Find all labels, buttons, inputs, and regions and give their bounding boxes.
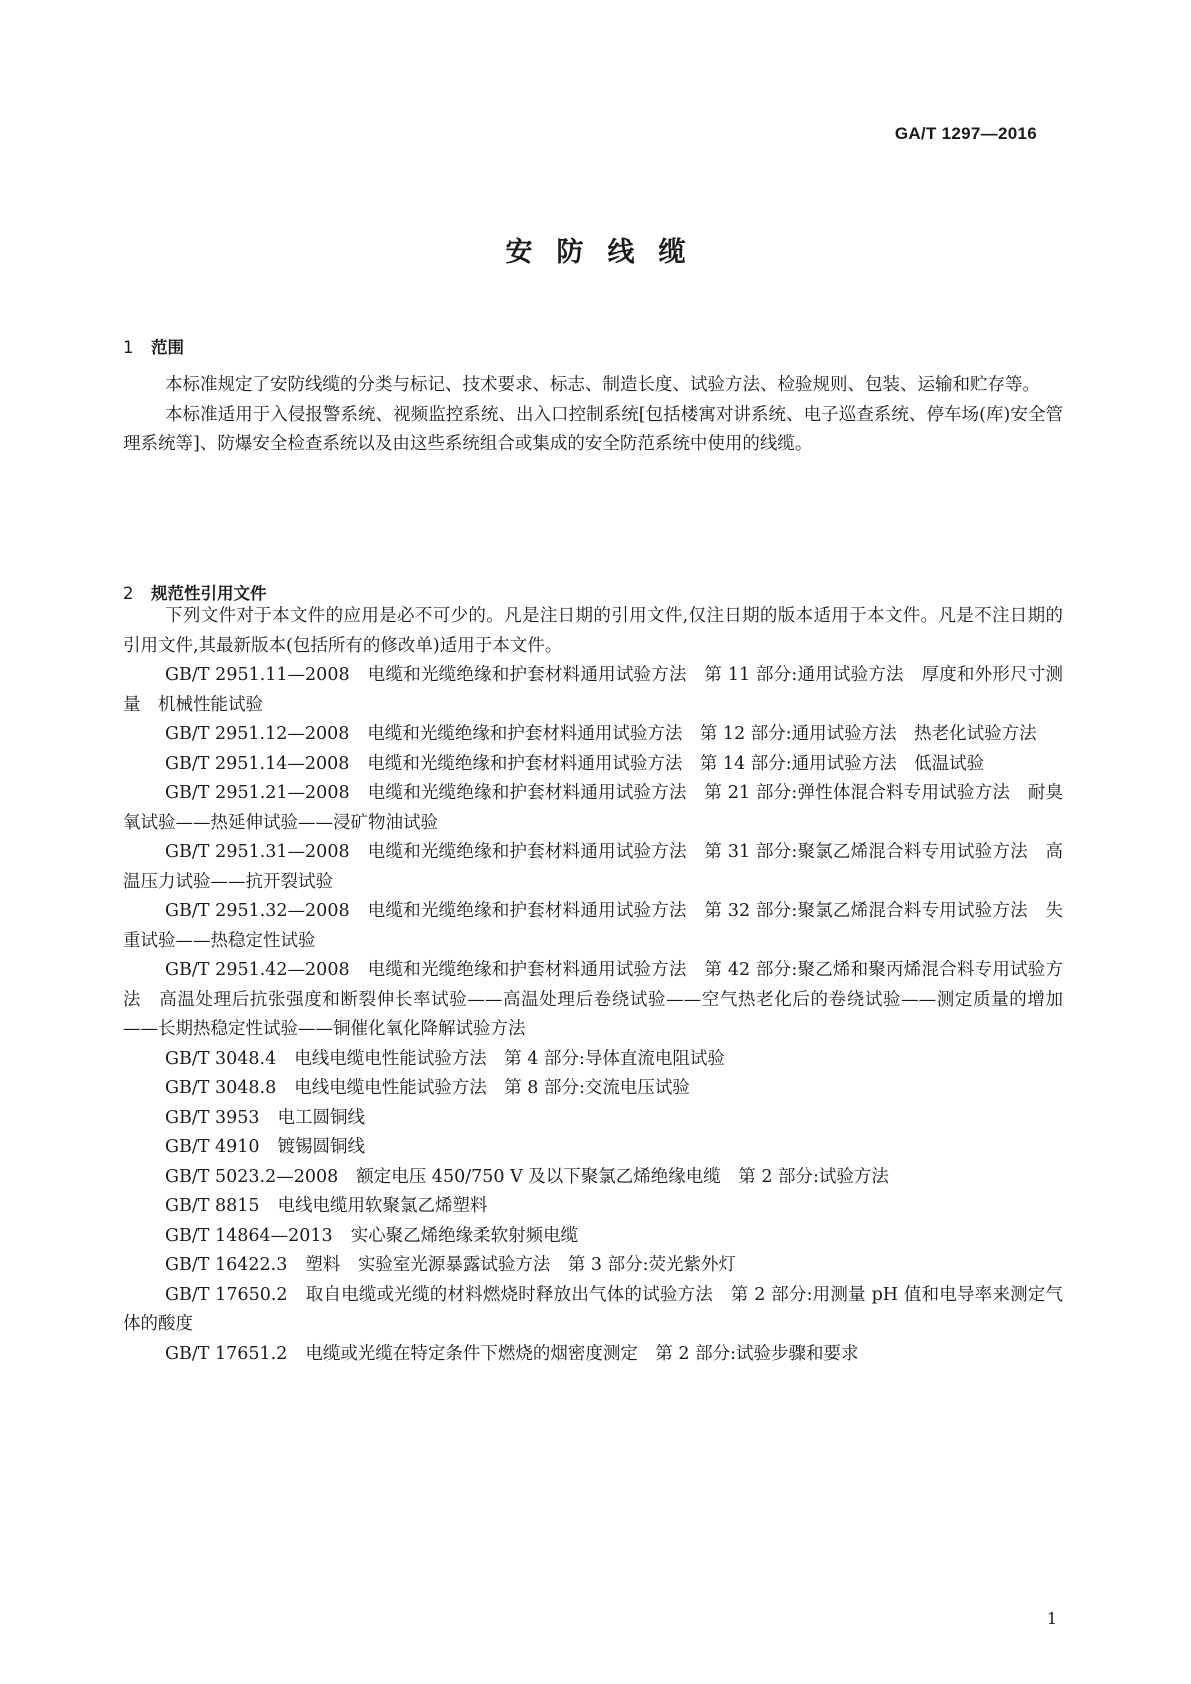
reference-code: GB/T 17651.2: [165, 1343, 288, 1364]
reference-code: GB/T 2951.42—2008: [165, 960, 350, 980]
reference-title: 电缆和光缆绝缘和护套材料通用试验方法 第 11 部分:通用试验方法 厚度和外形尺寸测量 机械性能试验: [123, 665, 1063, 715]
page-title: 安防线缆: [505, 237, 710, 268]
page-number: 1: [1046, 1609, 1057, 1628]
reference-title: 电缆和光缆绝缘和护套材料通用试验方法 第 31 部分:聚氯乙烯混合料专用试验方法 高温压力试验——抗开裂试验: [123, 842, 1063, 892]
reference-item: [123, 956, 1063, 1045]
section-body-scope: [123, 371, 1063, 460]
reference-item: [123, 661, 1063, 720]
section-number: 1: [123, 338, 134, 357]
reference-item: [123, 1045, 1063, 1075]
reference-title: 电缆或光缆在特定条件下燃烧的烟密度测定 第 2 部分:试验步骤和要求: [305, 1343, 859, 1364]
reference-item: [123, 1192, 1063, 1222]
reference-title: 电缆和光缆绝缘和护套材料通用试验方法 第 14 部分:通用试验方法 低温试验: [367, 753, 985, 774]
reference-code: GB/T 3953: [165, 1107, 260, 1128]
reference-item: [123, 1222, 1063, 1252]
section-title: 范围: [151, 338, 184, 357]
reference-item: [123, 838, 1063, 897]
reference-code: GB/T 3048.8: [165, 1078, 277, 1098]
reference-item: [123, 1163, 1063, 1193]
reference-item: [123, 750, 1063, 780]
reference-title: 电缆和光缆绝缘和护套材料通用试验方法 第 32 部分:聚氯乙烯混合料专用试验方法 失重试验——热稳定性试验: [123, 901, 1063, 951]
reference-code: GB/T 2951.32—2008: [165, 901, 350, 921]
reference-item: [123, 1281, 1063, 1340]
reference-title: 镀锡圆铜线: [277, 1137, 366, 1157]
reference-code: GB/T 4910: [165, 1137, 260, 1157]
reference-item: [123, 1340, 1063, 1370]
reference-title: 电线电缆电性能试验方法 第 8 部分:交流电压试验: [294, 1078, 690, 1098]
section-heading-normative-references: [123, 580, 267, 604]
reference-code: GB/T 17650.2: [165, 1284, 288, 1305]
reference-title: 电缆和光缆绝缘和护套材料通用试验方法 第 21 部分:弹性体混合料专用试验方法 耐臭氧试验——热延伸试验——浸矿物油试验: [123, 783, 1063, 833]
paragraph: 本标准适用于入侵报警系统、视频监控系统、出入口控制系统[包括楼寓对讲系统、电子巡查系统、停车场(库)安全管理系统等]、防爆安全检查系统以及由这些系统组合或集成的安全防范系统中使用的线缆。: [123, 404, 1063, 454]
reference-title: 电线电缆用软聚氯乙烯塑料: [277, 1196, 488, 1216]
reference-code: GB/T 14864—2013: [165, 1225, 333, 1246]
reference-item: [123, 1133, 1063, 1163]
section-title: 规范性引用文件: [151, 584, 267, 603]
section-heading-scope: [123, 334, 184, 358]
reference-title: 电缆和光缆绝缘和护套材料通用试验方法 第 42 部分:聚乙烯和聚丙烯混合料专用试验方法 高温处理后抗张强度和断裂伸长率试验——高温处理后卷绕试验——空气热老化后的卷绕试验——测定质量的增加——长期热稳定性试验——铜催化氧化降解试验方法: [123, 960, 1063, 1039]
reference-item: [123, 1104, 1063, 1134]
reference-title: 电缆和光缆绝缘和护套材料通用试验方法 第 12 部分:通用试验方法 热老化试验方法: [367, 724, 1037, 744]
reference-title: 电线电缆电性能试验方法 第 4 部分:导体直流电阻试验: [294, 1048, 725, 1069]
reference-code: GB/T 2951.14—2008: [165, 753, 350, 774]
reference-item: [123, 1074, 1063, 1104]
reference-code: GB/T 5023.2—2008: [165, 1166, 339, 1187]
reference-code: GB/T 2951.11—2008: [165, 665, 350, 685]
reference-item: [123, 720, 1063, 750]
reference-title: 塑料 实验室光源暴露试验方法 第 3 部分:荧光紫外灯: [305, 1255, 736, 1275]
reference-code: GB/T 8815: [165, 1196, 260, 1216]
reference-code: GB/T 2951.21—2008: [165, 783, 350, 803]
reference-title: 实心聚乙烯绝缘柔软射频电缆: [350, 1225, 579, 1246]
document-code: GA/T 1297—2016: [894, 124, 1037, 143]
reference-item: [123, 1251, 1063, 1281]
reference-item: [123, 897, 1063, 956]
reference-title: 额定电压 450/750 V 及以下聚氯乙烯绝缘电缆 第 2 部分:试验方法: [356, 1166, 889, 1187]
reference-list: [123, 661, 1063, 1369]
section-body-normative-references: [123, 602, 1063, 1369]
reference-code: GB/T 16422.3: [165, 1255, 288, 1275]
reference-code: GB/T 2951.12—2008: [165, 724, 350, 744]
paragraph: 下列文件对于本文件的应用是必不可少的。凡是注日期的引用文件,仅注日期的版本适用于本文件。凡是不注日期的引用文件,其最新版本(包括所有的修改单)适用于本文件。: [123, 606, 1063, 656]
reference-code: GB/T 2951.31—2008: [165, 842, 350, 862]
reference-title: 取自电缆或光缆的材料燃烧时释放出气体的试验方法 第 2 部分:用测量 pH 值和电导率来测定气体的酸度: [123, 1284, 1063, 1334]
reference-item: [123, 779, 1063, 838]
section-number: 2: [123, 584, 134, 603]
reference-code: GB/T 3048.4: [165, 1048, 277, 1069]
paragraph: 本标准规定了安防线缆的分类与标记、技术要求、标志、制造长度、试验方法、检验规则、包装、运输和贮存等。: [165, 375, 1040, 395]
reference-title: 电工圆铜线: [277, 1107, 366, 1128]
